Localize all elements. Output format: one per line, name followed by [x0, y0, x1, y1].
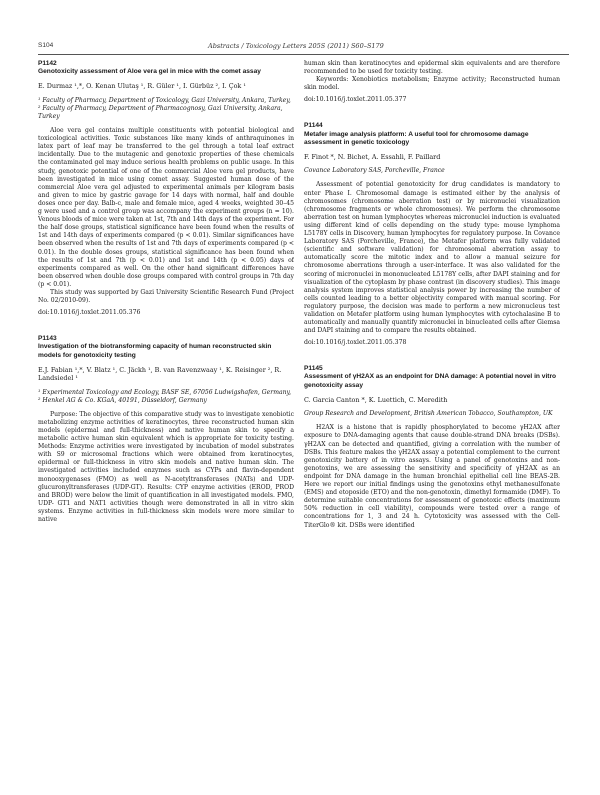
page-number: S104 [38, 42, 54, 49]
abstract-id: P1144 [304, 122, 323, 130]
affiliation: Covance Laboratory SAS, Porcheville, France [304, 167, 445, 175]
abstract-id: P1145 [304, 365, 323, 373]
abstract-id: P1143 [38, 335, 57, 343]
abstract-title: Metafer image analysis platform: A useful tool for chromosome damage assessment in genetic toxicology [304, 130, 529, 146]
abstract-title: Assessment of γH2AX as an endpoint for DNA damage: A potential novel in vitro genotoxicity assay [304, 373, 557, 389]
author-list: C. Garcia Canton *, K. Luettich, C. Meredith [304, 395, 448, 404]
abstract-body: Aloe vera gel contains multiple constituents with potential biological and toxicological activities. Toxic substances like many kinds of anthraquinones in latex part of leaf may be transferred to the gel through a total leaf extract incidentally. Due to the mutagenic and genotoxic properties of these chemicals the contaminated gel may induce serious health problems on public usage. In this study, genotoxic potential of one of the commercial Aloe vera gel products, have been investigated in mice using comet assay. Suggested human dose of the commercial Aloe vera gel adjusted to experimental animals per kilogram basis and given to mice by gastric gavage for 14 days with normal, half and double doses once per day. Balb-c, male and female mice, aged 4 weeks, weighted 30–45 g were used and a control group was accompany the experiment groups (n = 10). Venous bloods of mice were taken at 1st, 7th and 14th days of the experiment. For the half dose groups, statistical significance have been found when the results of 1st and 14th days of experiments compared (p < 0.01). Similar significances have been observed when the results of 1st and 7th days of experiments compared (p < 0.01). In the double doses groups, statistical significance has been found when the results of 1st and 7th (p < 0.01) and 1st and 14th (p < 0.05) days of experiments compared as well. On the other hand significant differences have been observed when double dose groups compared with control groups in 7th day (p < 0.01). [38, 127, 294, 288]
author-list: E. Durmaz ¹,*, O. Kenan Ulutaş ¹, R. Güler ¹, I. Gürbüz ², I. Çok ¹ [38, 82, 246, 91]
abstract-title: Genotoxicity assessment of Aloe vera gel in mice with the comet assay [38, 68, 261, 76]
author-list: F. Finot *, N. Bichet, A. Essahli, F. Paillard [304, 152, 441, 161]
doi-link[interactable]: doi:10.1016/j.toxlet.2011.05.376 [38, 309, 141, 317]
header-rule [38, 54, 569, 55]
affiliation: ¹ Faculty of Pharmacy, Department of Toxicology, Gazi University, Ankara, Turkey, ² Faculty of Pharmacy, Department of Pharmacognosy, Gazi University, Ankara, Turkey [38, 96, 291, 120]
right-column [304, 60, 560, 772]
abstract-body: Purpose: The objective of this comparative study was to investigate xenobiotic metabolizing enzyme activities of keratinocytes, three reconstructed human skin models (epidermal and full-thickness) and native human skin to specify a metabolic active human skin equivalent which is appropriate for toxicity testing. Methods: Enzyme activities were investigated by incubation of model substrates with S9 or microsomal fractions which were obtained from keratinocytes, epidermal or full-thickness in vitro skin models and native human skin. The investigated activities included enzymes such as CYPs and flavin-dependent monooxygenases (FMO) as well as N-acetyltransferases (NATs) and UDP-glucuronyltransferases (UDP-GT). Results: CYP enzyme activities (EROD, PROD and BROD) were below the limit of quantification in all investigated models. FMO, UDP- GT1 and NAT1 activities though were demonstrated in all in vitro skin systems. Enzyme activities in full-thickness skin models were more similar to native [38, 410, 294, 523]
spacer [304, 347, 560, 365]
abstract-continuation: human skin than keratinocytes and epidermal skin equivalents and are therefore recommended to be used for toxicity testing. [304, 60, 560, 76]
keywords: Keywords: Xenobiotics metabolism; Enzyme activity; Reconstructed human skin model. [304, 76, 560, 92]
spacer [38, 317, 294, 335]
author-list: E.J. Fabian ¹,*, V. Blatz ¹, C. Jäckh ¹, B. van Ravenzwaay ¹, K. Reisinger ², R. Landsiedel ¹ [38, 365, 282, 383]
abstract-title: Investigation of the biotransforming capacity of human reconstructed skin models for genotoxicity testing [38, 343, 272, 359]
abstract-body: Assessment of potential genotoxicity for drug candidates is mandatory to enter Phase I. Chromosomal damage is estimated either by the analysis of chromosomes (chromosome aberration test) or by micronuclei visualization (chromosome fragments or whole chromosomes). We perform the chromosome aberration test on human lymphocytes whereas micronuclei induction is evaluated using different kind of cells depending on the study type: mouse lymphoma L5178Y cells in Discovery, human lymphocytes for regulatory purpose. In Covance Laboratory SAS (Porcheville, France), the Metafer platform was fully validated (scientific and software validation) for chromosomal aberration assay to automatically score the mitotic index and to allow a manual seizure for chromosome aberrations through a user-interface. It was also validated for the scoring of micronuclei in mononucleated L5178Y cells, after DAPI staining and for visualization of the cytoplasm by phase contrast (in discovery studies). This image analysis system improves statistical analysis power by increasing the number of cells counted leading to a better objectivity compared with manual scoring. For regulatory purpose, the decision was made to perform a new micronucleus test validation on Metafer platform using human lymphocytes with cytochalasine B to automatically and manually quantify micronuclei in binucleated cells after Giemsa and DAPI staining and to compare the results obtained. [304, 181, 560, 335]
doi-link[interactable]: doi:10.1016/j.toxlet.2011.05.378 [304, 339, 407, 347]
affiliation: ¹ Experimental Toxicology and Ecology, BASF SE, 67056 Ludwigshafen, Germany, ² Henkel AG & Co. KGaA, 40191, Düsseldorf, Germany [38, 388, 292, 404]
abstract-body: H2AX is a histone that is rapidly phosphorylated to become γH2AX after exposure to DNA-damaging agents that cause double-strand DNA breaks (DSBs). γH2AX can be detected and quantified, giving a correlation with the number of DSBs. This feature makes the γH2AX assay a potential complement to the current genotoxicity battery of in vitro assays. Using a panel of genotoxins and non-genotoxins, we are assessing the sensitivity and specificity of γH2AX as an endpoint for DNA damage in the human bronchial epithelial cell line BEAS-2B. Here we report our initial findings using the genotoxins ethyl methanesulfonate (EMS) and etoposide (ETO) and the non-genotoxin, dimethyl formamide (DMF). To determine suitable concentrations for assessment of genotoxic effects (maximum 50% reduction in cell viability), compounds were tested over a range of concentrations for 1, 3 and 24 h. Cytotoxicity was assessed with the Cell-TiterGlo® kit. DSBs were identified [304, 424, 560, 529]
journal-running-head: Abstracts / Toxicology Letters 205S (2011) S60–S179 [208, 42, 384, 50]
spacer [304, 104, 560, 122]
left-column [38, 60, 294, 772]
abstract-funding: This study was supported by Gazi University Scientific Research Fund (Project No. 02/2010-09). [38, 288, 294, 305]
doi-link[interactable]: doi:10.1016/j.toxlet.2011.05.377 [304, 96, 407, 104]
abstract-id: P1142 [38, 60, 57, 67]
affiliation: Group Research and Development, British American Tobacco, Southampton, UK [304, 410, 553, 418]
